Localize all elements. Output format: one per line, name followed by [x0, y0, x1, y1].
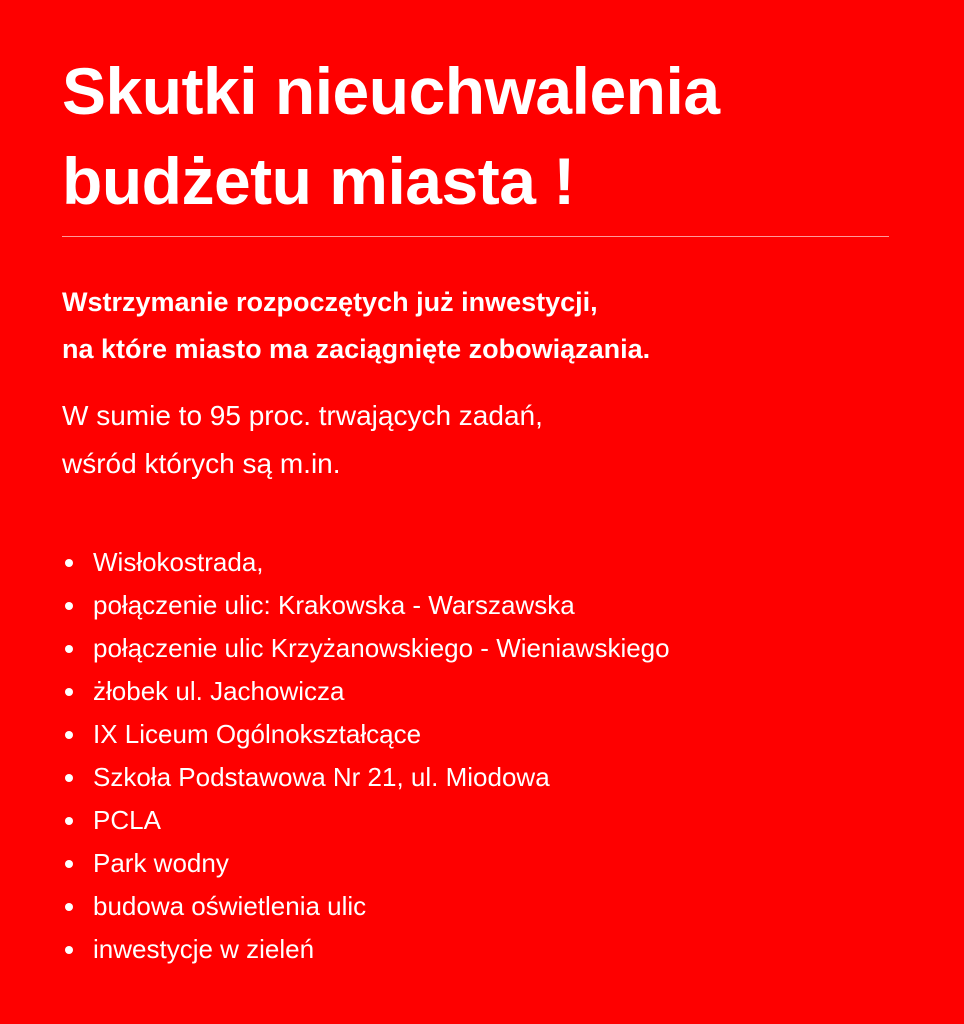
bullet-icon	[65, 559, 73, 567]
title-line-2: budżetu miasta !	[62, 144, 575, 218]
divider	[62, 236, 889, 237]
bullet-icon	[65, 645, 73, 653]
bullet-icon	[65, 903, 73, 911]
list-item	[62, 541, 890, 584]
list-item	[62, 713, 890, 756]
bullet-icon	[65, 602, 73, 610]
list-item	[62, 842, 890, 885]
bullet-icon	[65, 860, 73, 868]
bullet-icon	[65, 946, 73, 954]
bullet-icon	[65, 817, 73, 825]
list-item	[62, 756, 890, 799]
summary-line-2: wśród których są m.in.	[62, 448, 341, 479]
list-item-label: połączenie ulic: Krakowska - Warszawska	[93, 590, 575, 620]
bullet-icon	[65, 731, 73, 739]
title-line-1: Skutki nieuchwalenia	[62, 54, 720, 128]
list-item-label: żłobek ul. Jachowicza	[93, 676, 345, 706]
list-item-label: Wisłokostrada,	[93, 547, 264, 577]
list-item	[62, 627, 890, 670]
page-title	[62, 46, 890, 226]
list-item-label: połączenie ulic Krzyżanowskiego - Wieniawskiego	[93, 633, 670, 663]
summary-paragraph	[62, 392, 890, 488]
list-item	[62, 928, 890, 971]
list-item	[62, 885, 890, 928]
list-item-label: budowa oświetlenia ulic	[93, 891, 367, 921]
list-item	[62, 799, 890, 842]
list-item-label: Park wodny	[93, 848, 229, 878]
list-item-label: inwestycje w zieleń	[93, 934, 315, 964]
list-item	[62, 584, 890, 627]
list-item-label: PCLA	[93, 805, 161, 835]
list-item	[62, 670, 890, 713]
investment-list	[62, 541, 890, 971]
lead-paragraph	[62, 279, 890, 373]
lead-line-1: Wstrzymanie rozpoczętych już inwestycji,	[62, 287, 598, 317]
list-item-label: IX Liceum Ogólnokształcące	[93, 719, 422, 749]
lead-line-2: na które miasto ma zaciągnięte zobowiązania.	[62, 334, 651, 364]
bullet-icon	[65, 688, 73, 696]
list-item-label: Szkoła Podstawowa Nr 21, ul. Miodowa	[93, 762, 550, 792]
bullet-icon	[65, 774, 73, 782]
summary-line-1: W sumie to 95 proc. trwających zadań,	[62, 400, 543, 431]
